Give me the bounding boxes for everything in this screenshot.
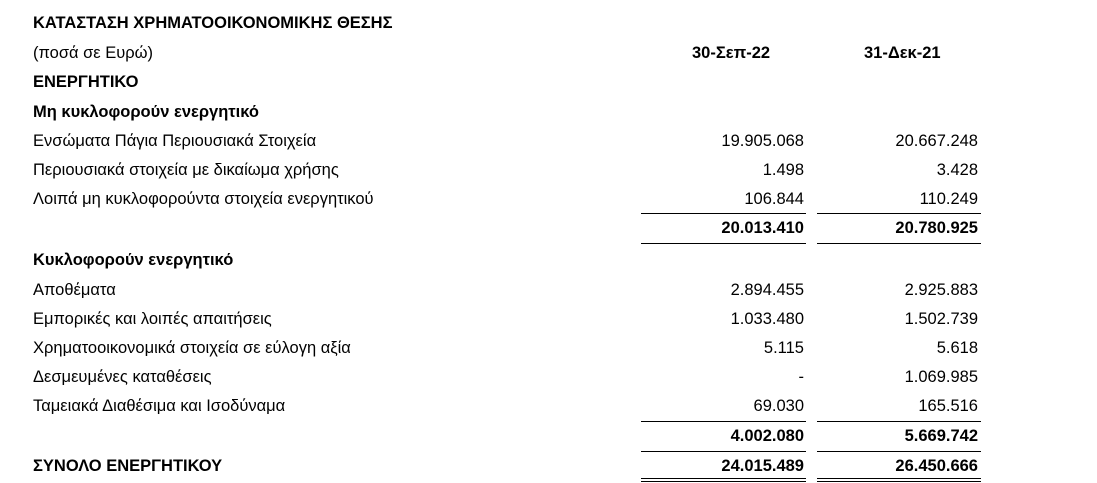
table-row <box>0 363 1097 392</box>
row-label: Ενσώματα Πάγια Περιουσιακά Στοιχεία <box>33 132 317 150</box>
title-row <box>0 9 1097 38</box>
row-value-sep-22: - <box>798 368 804 386</box>
grand-total-label: ΣΥΝΟΛΟ ΕΝΕΡΓΗΤΙΚΟΥ <box>33 457 223 475</box>
row-label: Ταμειακά Διαθέσιμα και Ισοδύναμα <box>33 397 286 415</box>
subtotal-bottom-rule <box>641 243 806 244</box>
row-label: Λοιπά μη κυκλοφορούντα στοιχεία ενεργητικού <box>33 190 374 208</box>
row-label: Δεσμευμένες καταθέσεις <box>33 368 212 386</box>
row-value-sep-22: 69.030 <box>753 397 804 415</box>
row-value-dec-21: 2.925.883 <box>904 281 978 299</box>
subtotal-bottom-rule <box>817 243 981 244</box>
row-value-sep-22: 1.033.480 <box>730 310 804 328</box>
table-row <box>0 156 1097 185</box>
noncurrent-total-sep-22: 20.013.410 <box>721 219 804 237</box>
units-label: (ποσά σε Ευρώ) <box>33 44 154 62</box>
grand-total-double-rule <box>641 478 806 482</box>
table-row <box>0 392 1097 421</box>
row-label: Χρηματοοικονομικά στοιχεία σε εύλογη αξία <box>33 339 351 357</box>
row-value-sep-22: 19.905.068 <box>721 132 804 150</box>
row-value-sep-22: 106.844 <box>744 190 804 208</box>
current-heading: Κυκλοφορούν ενεργητικό <box>33 251 234 269</box>
row-label: Εμπορικές και λοιπές απαιτήσεις <box>33 310 272 328</box>
row-value-dec-21: 1.069.985 <box>904 368 978 386</box>
column-header-dec-21: 31-Δεκ-21 <box>864 44 941 62</box>
grand-total-sep-22: 24.015.489 <box>721 457 804 475</box>
table-row <box>0 185 1097 214</box>
row-value-dec-21: 1.502.739 <box>904 310 978 328</box>
grand-total-row <box>0 452 1097 481</box>
column-header-sep-22: 30-Σεπ-22 <box>692 44 771 62</box>
statement-title: ΚΑΤΑΣΤΑΣΗ ΧΡΗΜΑΤΟΟΙΚΟΝΟΜΙΚΗΣ ΘΕΣΗΣ <box>33 14 393 32</box>
noncurrent-total-dec-21: 20.780.925 <box>895 219 978 237</box>
subtotal-row <box>0 422 1097 451</box>
row-value-dec-21: 165.516 <box>918 397 978 415</box>
row-value-dec-21: 3.428 <box>936 161 978 179</box>
table-row <box>0 127 1097 156</box>
table-row <box>0 276 1097 305</box>
grand-total-double-rule <box>817 478 981 482</box>
table-row <box>0 334 1097 363</box>
row-value-dec-21: 20.667.248 <box>895 132 978 150</box>
header-row <box>0 39 1097 68</box>
row-label: Αποθέματα <box>33 281 116 299</box>
section-title: ΕΝΕΡΓΗΤΙΚΟ <box>33 73 139 91</box>
subsection-heading-row <box>0 246 1097 275</box>
subsection-heading-row <box>0 98 1097 127</box>
current-total-sep-22: 4.002.080 <box>730 427 804 445</box>
row-label: Περιουσιακά στοιχεία με δικαίωμα χρήσης <box>33 161 339 179</box>
row-value-dec-21: 110.249 <box>919 190 978 208</box>
row-value-sep-22: 2.894.455 <box>730 281 804 299</box>
noncurrent-heading: Μη κυκλοφορούν ενεργητικό <box>33 103 259 121</box>
row-value-dec-21: 5.618 <box>936 339 978 357</box>
row-value-sep-22: 5.115 <box>763 339 804 357</box>
grand-total-dec-21: 26.450.666 <box>895 457 978 475</box>
row-value-sep-22: 1.498 <box>762 161 804 179</box>
current-total-dec-21: 5.669.742 <box>904 427 978 445</box>
subtotal-row <box>0 214 1097 243</box>
section-title-row <box>0 68 1097 97</box>
table-row <box>0 305 1097 334</box>
